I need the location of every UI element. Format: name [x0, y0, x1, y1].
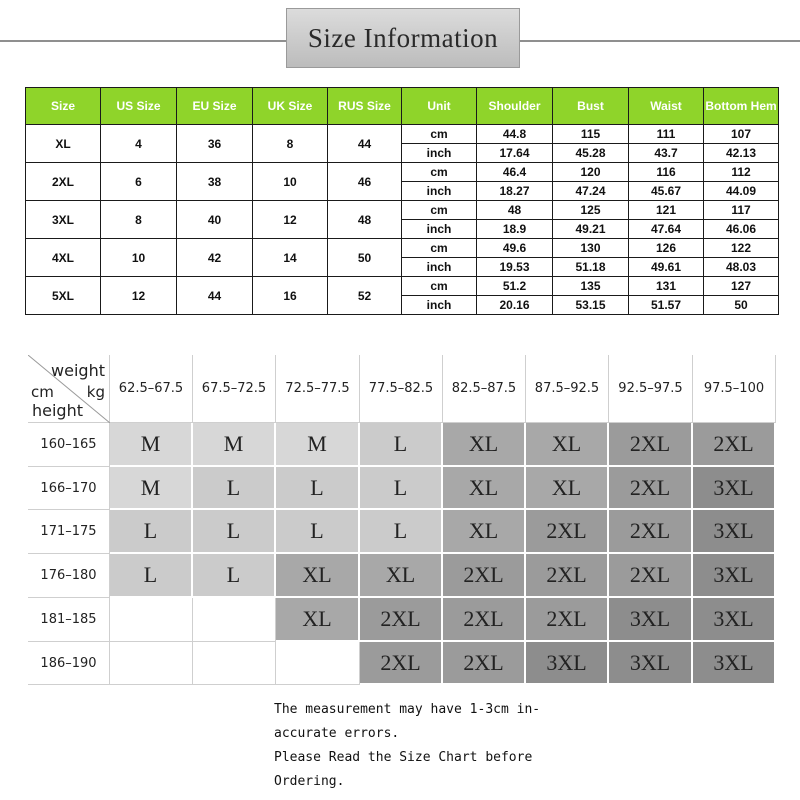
weight-range-header: 72.5–77.5	[276, 355, 360, 423]
cell-shoulder: 17.64	[477, 144, 553, 163]
size-recommendation-cell: 3XL	[609, 642, 693, 685]
cell-unit: cm	[402, 239, 477, 258]
size-recommendation-cell: L	[193, 467, 276, 510]
size-recommendation-cell: 2XL	[443, 598, 526, 642]
cell-bust: 125	[553, 201, 629, 220]
size-recommendation-cell: XL	[360, 554, 443, 598]
weight-range-header: 62.5–67.5	[110, 355, 193, 423]
cell-shoulder: 51.2	[477, 277, 553, 296]
table-row	[26, 125, 779, 144]
size-table-header-row	[26, 88, 779, 125]
note-line: Please Read the Size Chart before	[274, 750, 533, 765]
size-recommendation-cell: 2XL	[609, 423, 693, 467]
header-eu-size: EU Size	[177, 88, 253, 125]
size-recommendation-cell: 2XL	[526, 510, 609, 554]
size-recommendation-cell: 2XL	[609, 510, 693, 554]
size-recommendation-cell: 2XL	[360, 642, 443, 685]
size-recommendation-cell: M	[276, 423, 360, 467]
size-recommendation-cell: 2XL	[609, 554, 693, 598]
size-recommendation-cell: 3XL	[693, 467, 776, 510]
cell-bust: 53.15	[553, 296, 629, 315]
title-rule-left	[0, 40, 286, 42]
weight-range-header: 77.5–82.5	[360, 355, 443, 423]
cell-uk-size: 12	[253, 201, 328, 239]
size-recommendation-cell: XL	[526, 423, 609, 467]
size-recommendation-cell: M	[110, 423, 193, 467]
size-recommendation-cell: 2XL	[526, 598, 609, 642]
cell-us-size: 8	[101, 201, 177, 239]
cell-bottom-hem: 122	[704, 239, 779, 258]
cell-eu-size: 42	[177, 239, 253, 277]
size-recommendation-cell: 2XL	[693, 423, 776, 467]
size-recommendation-cell: XL	[443, 510, 526, 554]
cell-bust: 135	[553, 277, 629, 296]
page-title: Size Information	[286, 8, 520, 68]
header-bust: Bust	[553, 88, 629, 125]
cell-bust: 115	[553, 125, 629, 144]
cell-waist: 116	[629, 163, 704, 182]
cell-eu-size: 44	[177, 277, 253, 315]
weight-range-header: 97.5–100	[693, 355, 776, 423]
cell-unit: cm	[402, 125, 477, 144]
size-recommendation-cell: M	[193, 423, 276, 467]
cell-waist: 126	[629, 239, 704, 258]
cell-waist: 45.67	[629, 182, 704, 201]
note-line: The measurement may have 1-3cm in-	[274, 702, 541, 717]
size-table	[25, 87, 779, 315]
cell-bottom-hem: 44.09	[704, 182, 779, 201]
size-recommendation-cell: 3XL	[609, 598, 693, 642]
size-recommendation-cell: 2XL	[443, 642, 526, 685]
corner-weight-label: weight	[51, 361, 105, 380]
cell-shoulder: 48	[477, 201, 553, 220]
empty-cell	[110, 598, 193, 642]
cell-unit: inch	[402, 258, 477, 277]
cell-uk-size: 8	[253, 125, 328, 163]
header-bottom-hem: Bottom Hem	[704, 88, 779, 125]
size-recommendation-cell: 2XL	[360, 598, 443, 642]
cell-waist: 43.7	[629, 144, 704, 163]
size-fit-chart	[28, 355, 776, 685]
size-recommendation-cell: 3XL	[693, 598, 776, 642]
empty-cell	[276, 642, 360, 685]
table-row	[26, 277, 779, 296]
cell-bottom-hem: 112	[704, 163, 779, 182]
cell-size: 5XL	[26, 277, 101, 315]
size-recommendation-cell: XL	[526, 467, 609, 510]
cell-size: 3XL	[26, 201, 101, 239]
cell-bottom-hem: 46.06	[704, 220, 779, 239]
measurement-note	[274, 698, 594, 794]
size-recommendation-cell: L	[360, 467, 443, 510]
header-uk-size: UK Size	[253, 88, 328, 125]
weight-range-header: 67.5–72.5	[193, 355, 276, 423]
corner-height-label: height	[32, 401, 83, 420]
size-recommendation-cell: 2XL	[609, 467, 693, 510]
header-waist: Waist	[629, 88, 704, 125]
cell-size: 2XL	[26, 163, 101, 201]
empty-cell	[193, 598, 276, 642]
size-recommendation-cell: 3XL	[693, 642, 776, 685]
cell-rus-size: 50	[328, 239, 402, 277]
height-range-label: 160–165	[28, 423, 110, 467]
cell-uk-size: 14	[253, 239, 328, 277]
empty-cell	[193, 642, 276, 685]
cell-shoulder: 18.9	[477, 220, 553, 239]
cell-bottom-hem: 50	[704, 296, 779, 315]
cell-shoulder: 18.27	[477, 182, 553, 201]
size-recommendation-cell: L	[193, 554, 276, 598]
chart-corner-label	[28, 355, 110, 423]
cell-waist: 111	[629, 125, 704, 144]
cell-unit: inch	[402, 144, 477, 163]
weight-range-header: 82.5–87.5	[443, 355, 526, 423]
size-recommendation-cell: L	[110, 554, 193, 598]
cell-waist: 131	[629, 277, 704, 296]
cell-unit: cm	[402, 201, 477, 220]
cell-eu-size: 38	[177, 163, 253, 201]
weight-range-header: 92.5–97.5	[609, 355, 693, 423]
size-recommendation-cell: L	[360, 423, 443, 467]
note-line: accurate errors.	[274, 726, 400, 741]
cell-eu-size: 36	[177, 125, 253, 163]
size-recommendation-cell: L	[276, 467, 360, 510]
cell-us-size: 4	[101, 125, 177, 163]
cell-uk-size: 16	[253, 277, 328, 315]
cell-shoulder: 49.6	[477, 239, 553, 258]
empty-cell	[110, 642, 193, 685]
size-recommendation-cell: 3XL	[693, 554, 776, 598]
cell-us-size: 6	[101, 163, 177, 201]
cell-bottom-hem: 48.03	[704, 258, 779, 277]
header-unit: Unit	[402, 88, 477, 125]
height-range-label: 186–190	[28, 642, 110, 685]
cell-unit: inch	[402, 220, 477, 239]
header-shoulder: Shoulder	[477, 88, 553, 125]
cell-rus-size: 52	[328, 277, 402, 315]
cell-bottom-hem: 127	[704, 277, 779, 296]
header-us-size: US Size	[101, 88, 177, 125]
cell-rus-size: 44	[328, 125, 402, 163]
size-recommendation-cell: XL	[443, 467, 526, 510]
cell-waist: 121	[629, 201, 704, 220]
cell-waist: 47.64	[629, 220, 704, 239]
table-row	[26, 201, 779, 220]
cell-size: 4XL	[26, 239, 101, 277]
cell-bust: 51.18	[553, 258, 629, 277]
height-range-label: 181–185	[28, 598, 110, 642]
header-rus-size: RUS Size	[328, 88, 402, 125]
cell-bust: 47.24	[553, 182, 629, 201]
corner-kg-label: kg	[86, 383, 105, 401]
cell-waist: 51.57	[629, 296, 704, 315]
cell-us-size: 10	[101, 239, 177, 277]
cell-size: XL	[26, 125, 101, 163]
cell-bust: 120	[553, 163, 629, 182]
size-recommendation-cell: XL	[443, 423, 526, 467]
title-rule-right	[520, 40, 800, 42]
note-line: Ordering.	[274, 774, 345, 789]
cell-rus-size: 46	[328, 163, 402, 201]
cell-unit: cm	[402, 277, 477, 296]
cell-bust: 130	[553, 239, 629, 258]
cell-uk-size: 10	[253, 163, 328, 201]
cell-unit: inch	[402, 296, 477, 315]
weight-range-header: 87.5–92.5	[526, 355, 609, 423]
cell-rus-size: 48	[328, 201, 402, 239]
height-range-label: 176–180	[28, 554, 110, 598]
cell-us-size: 12	[101, 277, 177, 315]
cell-shoulder: 46.4	[477, 163, 553, 182]
cell-shoulder: 19.53	[477, 258, 553, 277]
size-recommendation-cell: 3XL	[693, 510, 776, 554]
height-range-label: 171–175	[28, 510, 110, 554]
cell-unit: inch	[402, 182, 477, 201]
size-recommendation-cell: L	[110, 510, 193, 554]
corner-cm-label: cm	[31, 383, 54, 401]
cell-bust: 49.21	[553, 220, 629, 239]
size-recommendation-cell: M	[110, 467, 193, 510]
size-recommendation-cell: XL	[276, 598, 360, 642]
size-recommendation-cell: L	[276, 510, 360, 554]
size-recommendation-cell: L	[360, 510, 443, 554]
cell-bottom-hem: 42.13	[704, 144, 779, 163]
size-recommendation-cell: L	[193, 510, 276, 554]
cell-waist: 49.61	[629, 258, 704, 277]
cell-bust: 45.28	[553, 144, 629, 163]
size-recommendation-cell: 3XL	[526, 642, 609, 685]
height-range-label: 166–170	[28, 467, 110, 510]
cell-bottom-hem: 107	[704, 125, 779, 144]
table-row	[26, 163, 779, 182]
header-size: Size	[26, 88, 101, 125]
cell-shoulder: 44.8	[477, 125, 553, 144]
size-recommendation-cell: XL	[276, 554, 360, 598]
size-recommendation-cell: 2XL	[443, 554, 526, 598]
size-recommendation-cell: 2XL	[526, 554, 609, 598]
cell-shoulder: 20.16	[477, 296, 553, 315]
cell-eu-size: 40	[177, 201, 253, 239]
table-row	[26, 239, 779, 258]
cell-bottom-hem: 117	[704, 201, 779, 220]
cell-unit: cm	[402, 163, 477, 182]
